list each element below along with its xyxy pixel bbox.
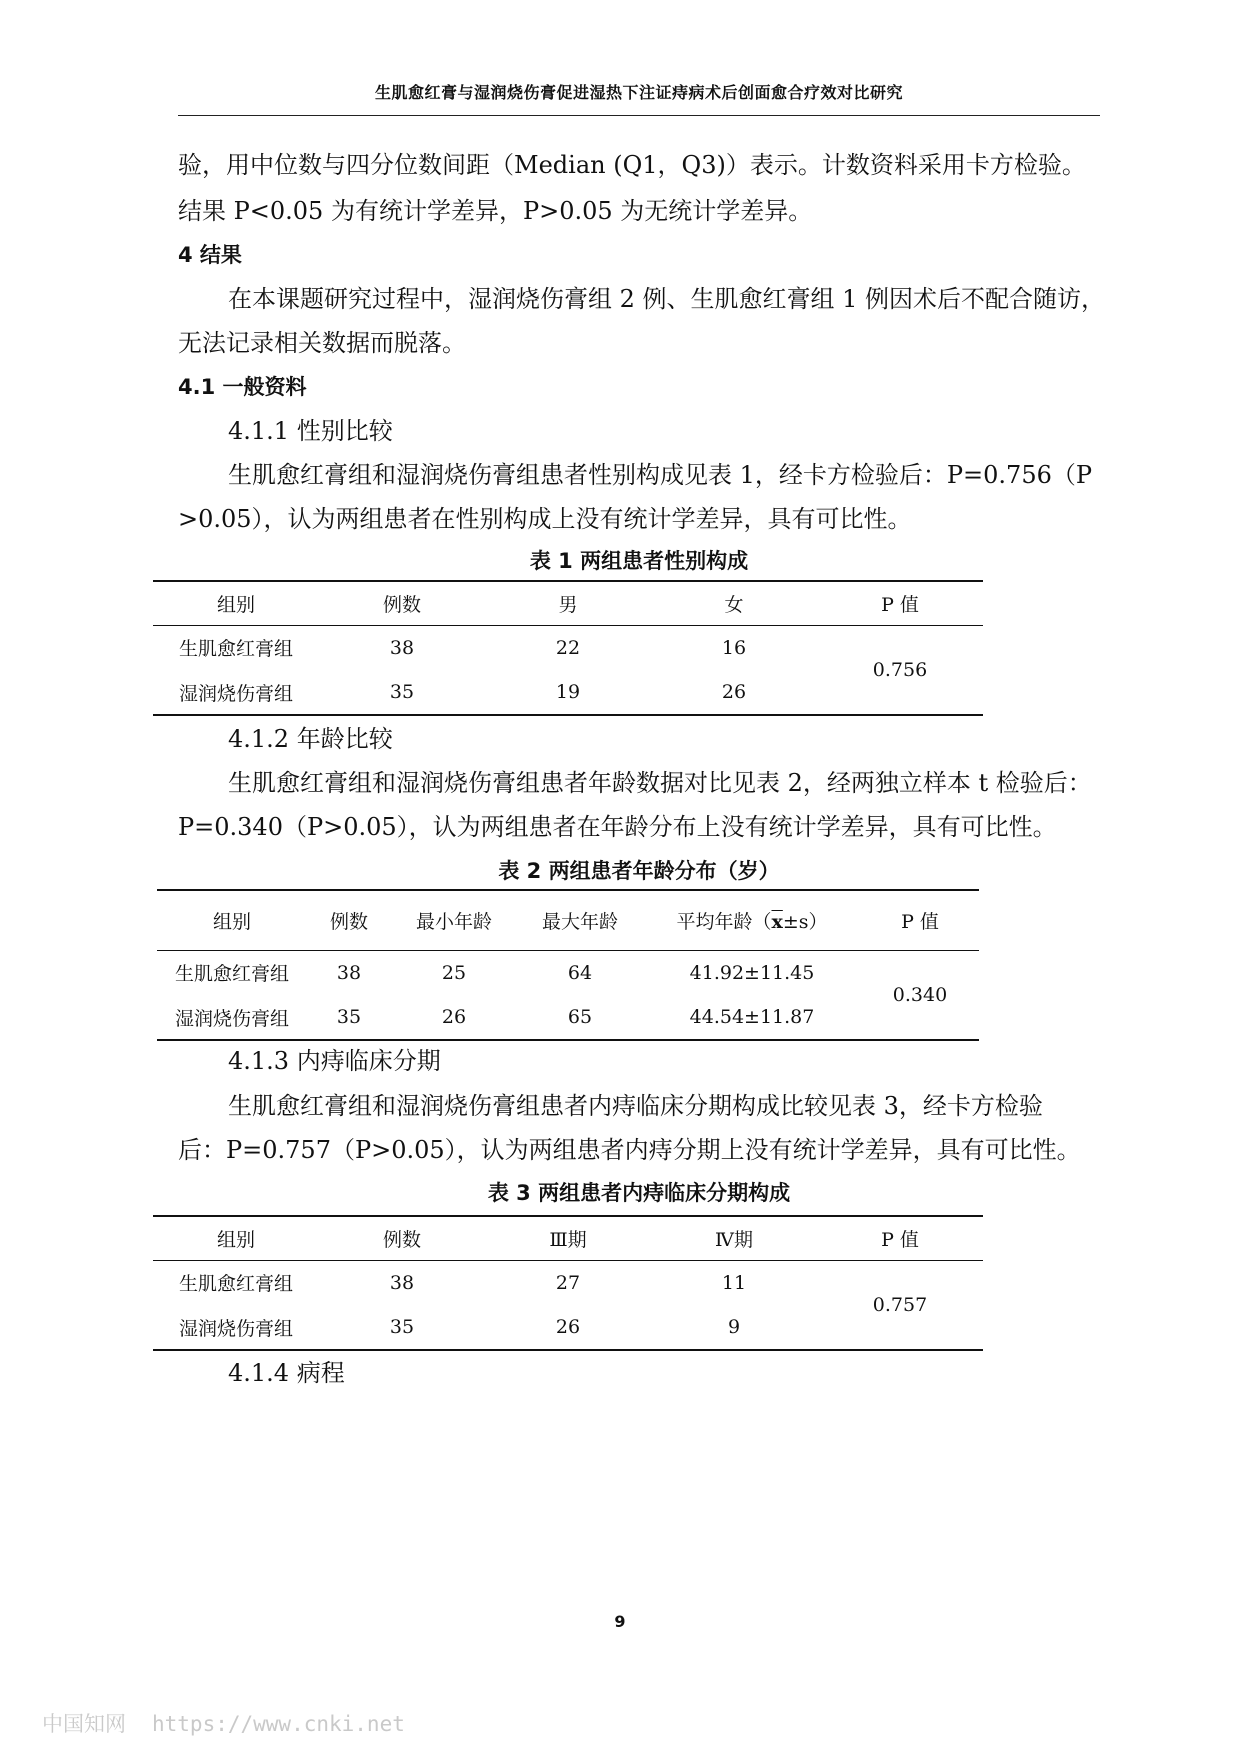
table-cell: 65: [517, 995, 643, 1040]
table-header-cell: 男: [485, 581, 651, 625]
table-cell: 湿润烧伤膏组: [153, 670, 319, 715]
table-row: [153, 1260, 983, 1305]
table-cell: 26: [485, 1305, 651, 1350]
table-cell: 16: [721, 636, 747, 659]
sd-symbol: ±s）: [782, 910, 828, 933]
paragraph-line: 在本课题研究过程中，湿润烧伤膏组 2 例、生肌愈红膏组 1 例因术后不配合随访，: [228, 285, 1106, 313]
paragraph-line: 生肌愈红膏组和湿润烧伤膏组患者性别构成见表 1，经卡方检验后：P=0.756（P: [228, 461, 1093, 489]
table-cell: 生肌愈红膏组: [178, 1273, 293, 1296]
table-cell: 35: [319, 670, 485, 715]
paragraph-line: 验，用中位数与四分位数间距（Median (Q1，Q3)）表示。计数资料采用卡方检验。: [178, 151, 1086, 179]
table-row: [157, 995, 979, 1040]
paragraph-line: 生肌愈红膏组和湿润烧伤膏组患者年龄数据对比见表 2，经两独立样本 t 检验后：: [228, 769, 1092, 797]
table-cell: 9: [651, 1305, 817, 1350]
paragraph-line: 结果 P<0.05 为有统计学差异，P>0.05 为无统计学差异。: [178, 197, 813, 225]
paragraph-line: 生肌愈红膏组和湿润烧伤膏组患者内痔临床分期构成比较见表 3，经卡方检验: [228, 1092, 1043, 1120]
watermark-url: https://www.cnki.net: [152, 1712, 405, 1736]
hemorrhoid-stage-table: [153, 1215, 983, 1351]
table-cell: 41.92±11.45: [689, 961, 815, 984]
table-cell: 38: [336, 961, 362, 984]
table-header-cell: 例数: [319, 1216, 485, 1260]
mean-age-label: 平均年龄（: [676, 910, 772, 933]
table-header-cell: 最小年龄: [391, 890, 517, 950]
table-header-cell: 组别: [153, 581, 319, 625]
table-header-cell: 女: [651, 581, 817, 625]
header-rule: [178, 115, 1100, 116]
table-header-cell: P 值: [817, 581, 983, 625]
table-row: [153, 625, 983, 670]
p-value-cell: 0.757: [817, 1260, 983, 1350]
table-cell: 26: [651, 670, 817, 715]
table-cell: 44.54±11.87: [643, 995, 861, 1040]
table-header-cell: [643, 890, 861, 950]
subsubsection-heading: 4.1.4 病程: [228, 1359, 345, 1387]
table-caption: 表 1 两组患者性别构成: [529, 549, 749, 573]
table-cell: 生肌愈红膏组: [174, 963, 289, 986]
page-number: 9: [614, 1612, 626, 1631]
table-cell: 25: [441, 961, 467, 984]
table-header-cell: Ⅲ期: [485, 1216, 651, 1260]
sex-composition-table: [153, 580, 983, 716]
table-cell: 11: [721, 1271, 747, 1294]
table-cell: 22: [555, 636, 581, 659]
table-cell: 64: [567, 961, 593, 984]
table-row: [157, 950, 979, 995]
age-distribution-table: [157, 889, 979, 1041]
table-header-cell: Ⅳ期: [651, 1216, 817, 1260]
section-heading: 4 结果: [178, 243, 242, 267]
subsubsection-heading: 4.1.3 内痔临床分期: [228, 1047, 441, 1075]
table-header-cell: 组别: [157, 890, 307, 950]
subsection-heading: 4.1 一般资料: [178, 375, 307, 399]
table-cell: 35: [307, 995, 391, 1040]
table-header-cell: 组别: [153, 1216, 319, 1260]
paragraph-line: P=0.340（P>0.05），认为两组患者在年龄分布上没有统计学差异，具有可比性。: [178, 813, 1057, 841]
table-header-cell: 例数: [319, 581, 485, 625]
table-cell: 19: [485, 670, 651, 715]
table-header-cell: 最大年龄: [517, 890, 643, 950]
table-cell: 27: [555, 1271, 581, 1294]
subsubsection-heading: 4.1.1 性别比较: [228, 417, 393, 445]
table-cell: 38: [389, 1271, 415, 1294]
table-header-cell: P 值: [817, 1216, 983, 1260]
table-cell: 生肌愈红膏组: [178, 638, 293, 661]
table-header-cell: P 值: [861, 890, 979, 950]
subsubsection-heading: 4.1.2 年龄比较: [228, 725, 393, 753]
table-cell: 26: [391, 995, 517, 1040]
running-header: 生肌愈红膏与湿润烧伤膏促进湿热下注证痔病术后创面愈合疗效对比研究: [374, 83, 903, 102]
table-caption: 表 3 两组患者内痔临床分期构成: [487, 1181, 791, 1205]
mean-symbol: $\overline{x}$: [771, 910, 783, 933]
p-value-cell: 0.340: [861, 950, 979, 1040]
watermark-text: 中国知网: [42, 1712, 126, 1736]
table-cell: 湿润烧伤膏组: [153, 1305, 319, 1350]
paragraph-line: 无法记录相关数据而脱落。: [178, 329, 466, 357]
paragraph-line: >0.05），认为两组患者在性别构成上没有统计学差异，具有可比性。: [178, 505, 912, 533]
p-value-cell: 0.756: [817, 625, 983, 715]
table-cell: 湿润烧伤膏组: [157, 995, 307, 1040]
cnki-watermark: [42, 1708, 405, 1738]
paragraph-line: 后：P=0.757（P>0.05），认为两组患者内痔分期上没有统计学差异，具有可比性。: [178, 1136, 1081, 1164]
table-cell: 35: [319, 1305, 485, 1350]
table-cell: 38: [389, 636, 415, 659]
table-header-cell: 例数: [307, 890, 391, 950]
table-caption: 表 2 两组患者年龄分布（岁）: [498, 859, 780, 883]
